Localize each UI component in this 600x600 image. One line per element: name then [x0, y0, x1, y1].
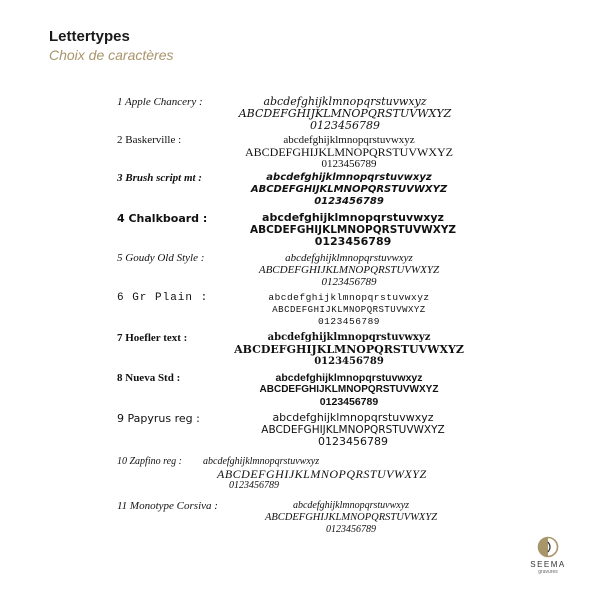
sample-lowercase: abcdefghijklmnopqrstuvwxyz [272, 411, 434, 424]
logo-sub: gravures [538, 569, 558, 575]
seema-logo-icon [537, 536, 559, 558]
sample-lowercase: abcdefghijklmnopqrstuvwxyz [262, 211, 444, 224]
sample-digits: 0123456789 [314, 356, 384, 367]
sample-digits: 0123456789 [229, 480, 279, 491]
logo-name: SEEMA [530, 560, 566, 569]
font-label: 9 Papyrus reg : [117, 412, 200, 425]
font-label: 4 Chalkboard : [117, 212, 208, 225]
font-samples [229, 172, 469, 208]
page-subtitle: Choix de caractères [49, 47, 174, 63]
sample-lowercase: abcdefghijklmnopqrstuvwxyz [268, 292, 430, 303]
sample-uppercase: ABCDEFGHIJKLMNOPQRSTUVWXYZ [238, 107, 452, 120]
font-samples [229, 412, 477, 448]
sample-uppercase: ABCDEFGHIJKLMNOPQRSTUVWXYZ [258, 264, 440, 276]
font-label: 2 Baskerville : [117, 134, 182, 146]
sample-digits: 0123456789 [321, 276, 377, 288]
font-samples [221, 292, 477, 328]
sample-lowercase: abcdefghijklmnopqrstuvwxyz [292, 500, 410, 511]
sample-uppercase: ABCDEFGHIJKLMNOPQRSTUVWXYZ [272, 305, 426, 315]
sample-digits: 0123456789 [319, 396, 379, 408]
sample-lowercase: abcdefghijklmnopqrstuvwxyz [267, 332, 431, 343]
sample-uppercase: ABCDEFGHIJKLMNOPQRSTUVWXYZ [261, 424, 445, 436]
font-samples [229, 332, 469, 368]
sample-lowercase: abcdefghijklmnopqrstuvwxyz [285, 252, 413, 264]
font-samples [225, 96, 465, 132]
font-label: 1 Apple Chancery : [117, 96, 203, 108]
sample-lowercase: abcdefghijklmnopqrstuvwxyz [283, 134, 415, 146]
font-samples [229, 252, 469, 288]
font-samples [229, 500, 473, 536]
font-samples [203, 456, 469, 492]
font-samples [229, 134, 469, 170]
sample-digits: 0123456789 [326, 524, 376, 535]
font-samples [229, 372, 469, 408]
font-label: 8 Nueva Std : [117, 372, 181, 384]
sample-uppercase: ABCDEFGHIJKLMNOPQRSTUVWXYZ [249, 224, 457, 236]
sample-lowercase: abcdefghijklmnopqrstuvwxyz [203, 456, 320, 467]
sample-digits: 0123456789 [314, 235, 392, 248]
page-title: Lettertypes [49, 28, 130, 45]
sample-digits: 0123456789 [321, 158, 377, 170]
sample-digits: 0123456789 [310, 119, 380, 132]
font-label: 11 Monotype Corsiva : [117, 500, 218, 512]
sample-lowercase: abcdefghijklmnopqrstuvwxyz [263, 95, 427, 108]
page-header [49, 28, 174, 64]
sample-digits: 0123456789 [314, 196, 384, 207]
sample-uppercase: ABCDEFGHIJKLMNOPQRSTUVWXYZ [264, 512, 438, 523]
sample-digits: 0123456789 [317, 316, 380, 327]
sample-uppercase: ABCDEFGHIJKLMNOPQRSTUVWXYZ [217, 467, 427, 481]
font-label: 3 Brush script mt : [117, 172, 202, 184]
font-label: 5 Goudy Old Style : [117, 252, 205, 264]
seema-logo [528, 536, 568, 575]
sample-lowercase: abcdefghijklmnopqrstuvwxyz [266, 172, 432, 183]
sample-uppercase: ABCDEFGHIJKLMNOPQRSTUVWXYZ [234, 343, 464, 356]
sample-uppercase: ABCDEFGHIJKLMNOPQRSTUVWXYZ [250, 184, 448, 195]
font-label: 6 Gr Plain : [117, 292, 209, 304]
font-samples [229, 212, 477, 248]
sample-uppercase: ABCDEFGHIJKLMNOPQRSTUVWXYZ [244, 145, 453, 159]
sample-digits: 0123456789 [318, 435, 388, 448]
sample-uppercase: ABCDEFGHIJKLMNOPQRSTUVWXYZ [259, 384, 439, 395]
sample-lowercase: abcdefghijklmnopqrstuvwxyz [275, 372, 423, 384]
font-label: 7 Hoefler text : [117, 332, 188, 344]
font-label: 10 Zapfino reg : [117, 456, 182, 467]
